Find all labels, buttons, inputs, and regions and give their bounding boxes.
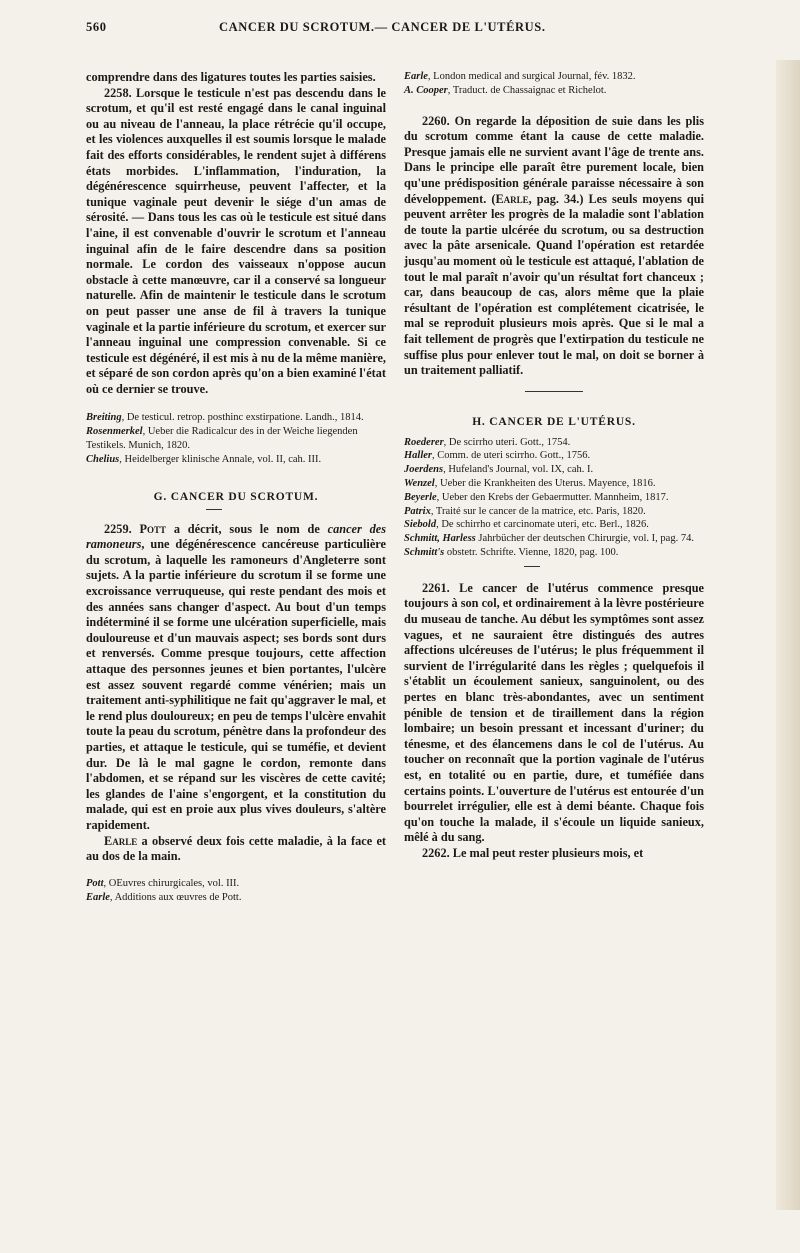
reference-item: Haller, Comm. de uteri scirrho. Gott., 1756. — [404, 450, 591, 462]
reference-author: Patrix — [404, 505, 431, 517]
reference-author: Haller — [404, 450, 432, 462]
paragraph-number: 2258. — [104, 85, 132, 100]
reference-item: Beyerle, Ueber den Krebs der Gebaermutter. Mannheim, 1817. — [404, 491, 669, 503]
reference-author: Breiting — [86, 412, 122, 424]
reference-author: Beyerle — [404, 491, 437, 503]
reference-item: Siebold, De schirrho et carcinomate uteri, etc. Berl., 1826. — [404, 519, 649, 531]
paragraph-2258 — [86, 86, 386, 398]
reference-item: Patrix, Traité sur le cancer de la matrice, etc. Paris, 1820. — [404, 505, 646, 517]
section-rule — [206, 509, 222, 510]
reference-author: Pott — [86, 877, 104, 889]
author-name: Earle — [495, 191, 529, 206]
reference-item: Earle, Additions aux œuvres de Pott. — [86, 891, 242, 903]
reference-item: Earle, London medical and surgical Journal, fév. 1832. — [404, 71, 636, 82]
reference-author: Earle — [86, 891, 110, 903]
paragraph-continuation: comprendre dans des ligatures toutes les parties saisies. — [86, 70, 376, 84]
reference-author: Earle — [404, 71, 428, 82]
section-rule — [524, 566, 540, 567]
author-name: Pott — [139, 521, 167, 536]
paragraph-2262: 2262. Le mal peut rester plusieurs mois, et — [422, 845, 644, 860]
reference-item: Rosenmerkel, Ueber die Radicalcur des in der Weiche liegenden Testikels. Munich, 1820. — [86, 426, 358, 452]
paragraph-number: 2259. — [104, 521, 132, 536]
paragraph-number: 2261. — [422, 580, 450, 595]
reference-author: Rosenmerkel — [86, 426, 143, 438]
term-italic: cancer des ramoneurs — [86, 521, 386, 552]
reference-author: Siebold — [404, 519, 437, 531]
right-column — [404, 70, 704, 862]
page-number: 560 — [86, 20, 107, 34]
references-uterus-cancer — [404, 436, 704, 560]
paragraph-text: Lorsque le testicule n'est pas descendu dans le scrotum, et qu'il est resté engagé dans le canal inguinal ou au niveau de l'anneau, la place rétrécie qu'il occupe, et les violences auxquelles il est soumis lorsque le malade fait des efforts considérables, le rendent sujet à différens états morbides. L'inflammation, l'induration, la dégénérescence squirrheuse, peuvent l'affecter, et la tunique vaginale peut devenir le siége d'un amas de sérosité. — Dans tous les cas où le testicule est situé dans l'aine, il est convenable d'ouvrir le scrotum et l'anneau inguinal afin de le faire descendre dans sa position normale. Le cordon des vaisseaux n'oppose aucun obstacle à cette manœuvre, car il a conservé sa longueur naturelle. Afin de maintenir le testicule dans le scrotum on peut passer une anse de fil à travers la tunique vaginale et la partie inférieure du scrotum, et exercer sur l'anneau inguinal une compression convenable. Si ce testicule est dégénéré, il est mis à nu de la même manière, et séparé de son cordon après qu'on a bien examiné l'état où ce dernier se trouve. — [86, 85, 386, 396]
reference-author: Schmitt, Harless — [404, 533, 476, 545]
reference-item: Breiting, De testicul. retrop. posthinc exstirpatione. Landh., 1814. — [86, 412, 364, 424]
author-name: Earle — [104, 833, 138, 848]
reference-author: Schmitt's — [404, 547, 445, 559]
paragraph-number: 2262. — [422, 845, 450, 860]
references-undescended-testicle — [86, 411, 386, 466]
reference-author: A. Cooper — [404, 84, 448, 96]
paragraph-number: 2260. — [422, 113, 450, 128]
paragraph-2260: 2260. On regarde la déposition de suie dans les plis du scrotum comme étant la cause de cette maladie. Presque jamais elle ne survient avant l'âge de trente ans. Dans le principe elle paraît être purement locale, bien qu'une prédisposition générale paraisse nécessaire à son développement. (Earle, pag. 34.) Les seuls moyens qui peuvent arrêter les progrès de la maladie sont l'ablation de toute la partie ulcérée du scrotum, ou sa destruction avec la pâte arsenicale. Quand l'opération est retardée jusqu'au moment où le testicule est attaqué, l'ablation de tout le mal paraît n'avoir qu'un résultat fort chanceux ; car, dans beaucoup de cas, alors même que la plaie résultant de l'opération est complétement cicatrisée, le mal se reproduit plusieurs mois après. Que si le mal a fait tellement de progrès que l'extirpation du testicule ne suffise plus pour enlever tout le mal, on doit se borner à un traitement palliatif. — [404, 113, 704, 378]
reference-author: Wenzel — [404, 478, 435, 490]
reference-item: Schmitt, Harless Jahrbücher der deutschen Chirurgie, vol. I, pag. 74. — [404, 533, 694, 545]
references-scrotum-cancer — [86, 877, 386, 905]
reference-author: Chelius — [86, 453, 120, 465]
reference-item: Schmitt's obstetr. Schrifte. Vienne, 1820, pag. 100. — [404, 547, 619, 559]
reference-item: Pott, OEuvres chirurgicales, vol. III. — [86, 877, 240, 889]
section-heading-uterus: H. CANCER DE L'UTÉRUS. — [472, 415, 636, 428]
running-header — [86, 20, 746, 40]
section-heading-scrotum: G. CANCER DU SCROTUM. — [153, 490, 319, 503]
section-divider — [525, 391, 583, 392]
reference-item: Chelius, Heidelberger klinische Annale, vol. II, cah. III. — [86, 453, 322, 465]
references-scrotum-continued — [404, 70, 704, 98]
paragraph-2259: 2259. Pott a décrit, sous le nom de cancer des ramoneurs, une dégénérescence cancéreuse particulière du scrotum, à laquelle les ramoneurs d'Angleterre sont sujets. A la partie inférieure du scrotum il se forme une excroissance verruqueuse, qui reste pendant des mois et des années sans changer d'aspect. Au bout d'un temps indéterminé il se forme une ulcération superficielle, mais douloureuse et d'un mauvais aspect; ses bords sont durs et renversés. Comme presque toujours, cette affection attaque des personnes jeunes et bien portantes, l'ulcère est assez souvent regardé comme vénérien; mais un traitement anti-syphilitique ne fait qu'aggraver le mal, et le rend plus douloureux; en peu de temps l'ulcère envahit toute la peau du scrotum, pénètre dans la profondeur des parties, et attaque le testicule, qui se tuméfie, et devient dur. De là le mal gagne le cordon, remonte dans l'abdomen, et se répand sur les viscères de cette cavité; les glandes de l'aine s'engorgent, et la constitution du malade, qui est en proie aux plus vives douleurs, s'altère rapidement. Earle a observé deux fois cette maladie, à la face et au dos de la main. — [86, 521, 386, 864]
running-title: CANCER DU SCROTUM.— CANCER DE L'UTÉRUS. — [219, 20, 546, 34]
reference-item: Roederer, De scirrho uteri. Gott., 1754. — [404, 436, 571, 448]
reference-item: Joerdens, Hufeland's Journal, vol. IX, cah. I. — [404, 464, 594, 476]
paragraph-2261: 2261. Le cancer de l'utérus commence presque toujours à son col, et ordinairement à la lèvre postérieure du museau de tanche. Au début les symptômes sont assez vagues, et ne sauraient être distingués des autres affections ulcéreuses de l'utérus; le plus fréquemment il survient de l'irrégularité dans les règles ; quelquefois il s'établit un écoulement sanieux, sanguinolent, ou des pertes en blanc très-abondantes, avec un sentiment pénible de tension et de tiraillement dans la région lombaire; un besoin pressant et incessant d'uriner; du ténesme, et des élancemens dans le col de l'utérus. Au toucher on reconnaît que la portion vaginale de l'utérus est, en totalité ou en partie, dure, et tuméfiée dans certains points. L'ouverture de l'utérus est entourée d'un bourrelet irrégulier, elle est à demi béante. Chaque fois qu'on touche la malade, il s'écoule un liquide sanieux, mêlé à du sang. — [404, 580, 704, 845]
facing-page-edge — [776, 60, 800, 1210]
reference-author: Joerdens — [404, 464, 444, 476]
reference-item: Wenzel, Ueber die Krankheiten des Uterus. Mayence, 1816. — [404, 478, 656, 490]
reference-item: A. Cooper, Traduct. de Chassaignac et Richelot. — [404, 84, 607, 96]
reference-author: Roederer — [404, 436, 444, 448]
left-column — [86, 70, 386, 904]
